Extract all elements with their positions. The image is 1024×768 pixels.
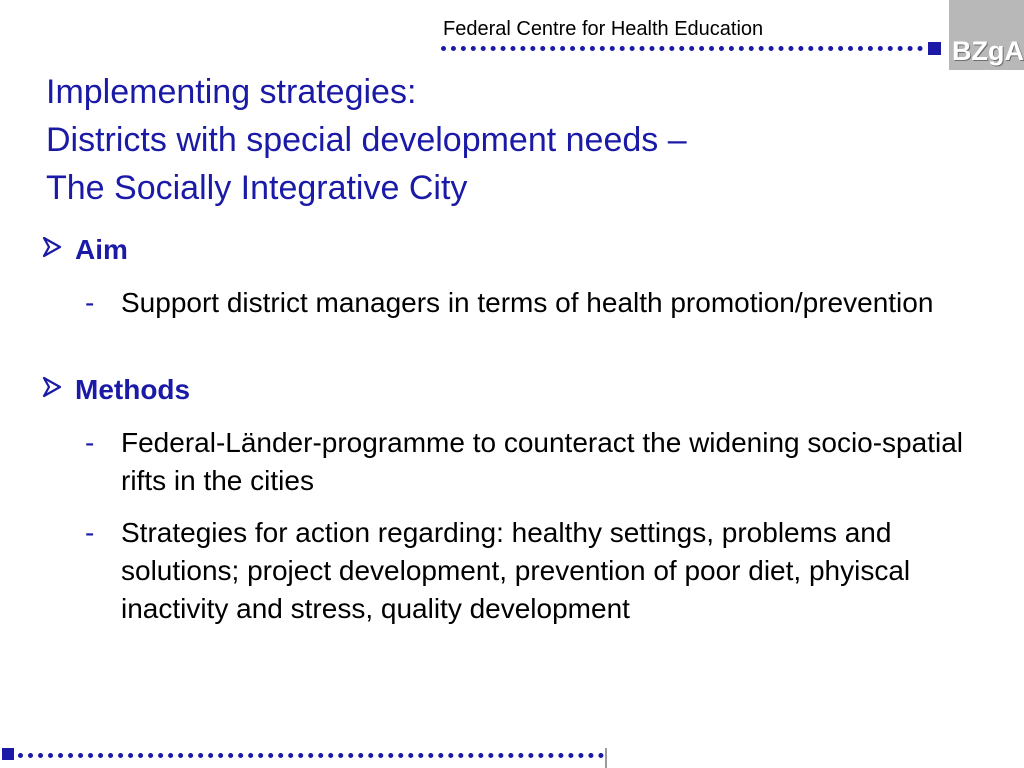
arrowhead-bullet-icon (42, 232, 64, 262)
dash-bullet: - (85, 287, 95, 318)
title-line-2: Districts with special development needs – (46, 121, 687, 159)
square-marker-icon (928, 42, 941, 55)
organization-name: Federal Centre for Health Education (443, 18, 764, 40)
list-item-text: Support district managers in terms of health promotion/prevention (121, 287, 934, 318)
dash-bullet: - (85, 517, 95, 548)
bzga-logo: BZgA (952, 36, 1024, 66)
footer-divider (605, 748, 607, 768)
arrowhead-bullet-icon (42, 372, 64, 402)
list-item-text: Strategies for action regarding: healthy settings, problems and solutions; project development, prevention of poor diet, phyiscal inactivity and stress, quality development (121, 517, 911, 624)
section-heading-label: Aim (75, 234, 128, 265)
dash-bullet: - (85, 427, 95, 458)
header-dotted-rule (441, 46, 923, 51)
square-marker-icon (2, 748, 14, 760)
footer-dotted-rule (18, 753, 604, 758)
list-item-text: Federal-Länder-programme to counteract the widening socio-spatial rifts in the cities (121, 427, 963, 496)
slide-title (46, 68, 687, 212)
title-line-1: Implementing strategies: (46, 73, 417, 111)
title-line-3: The Socially Integrative City (46, 169, 468, 207)
section-heading-label: Methods (75, 374, 191, 405)
